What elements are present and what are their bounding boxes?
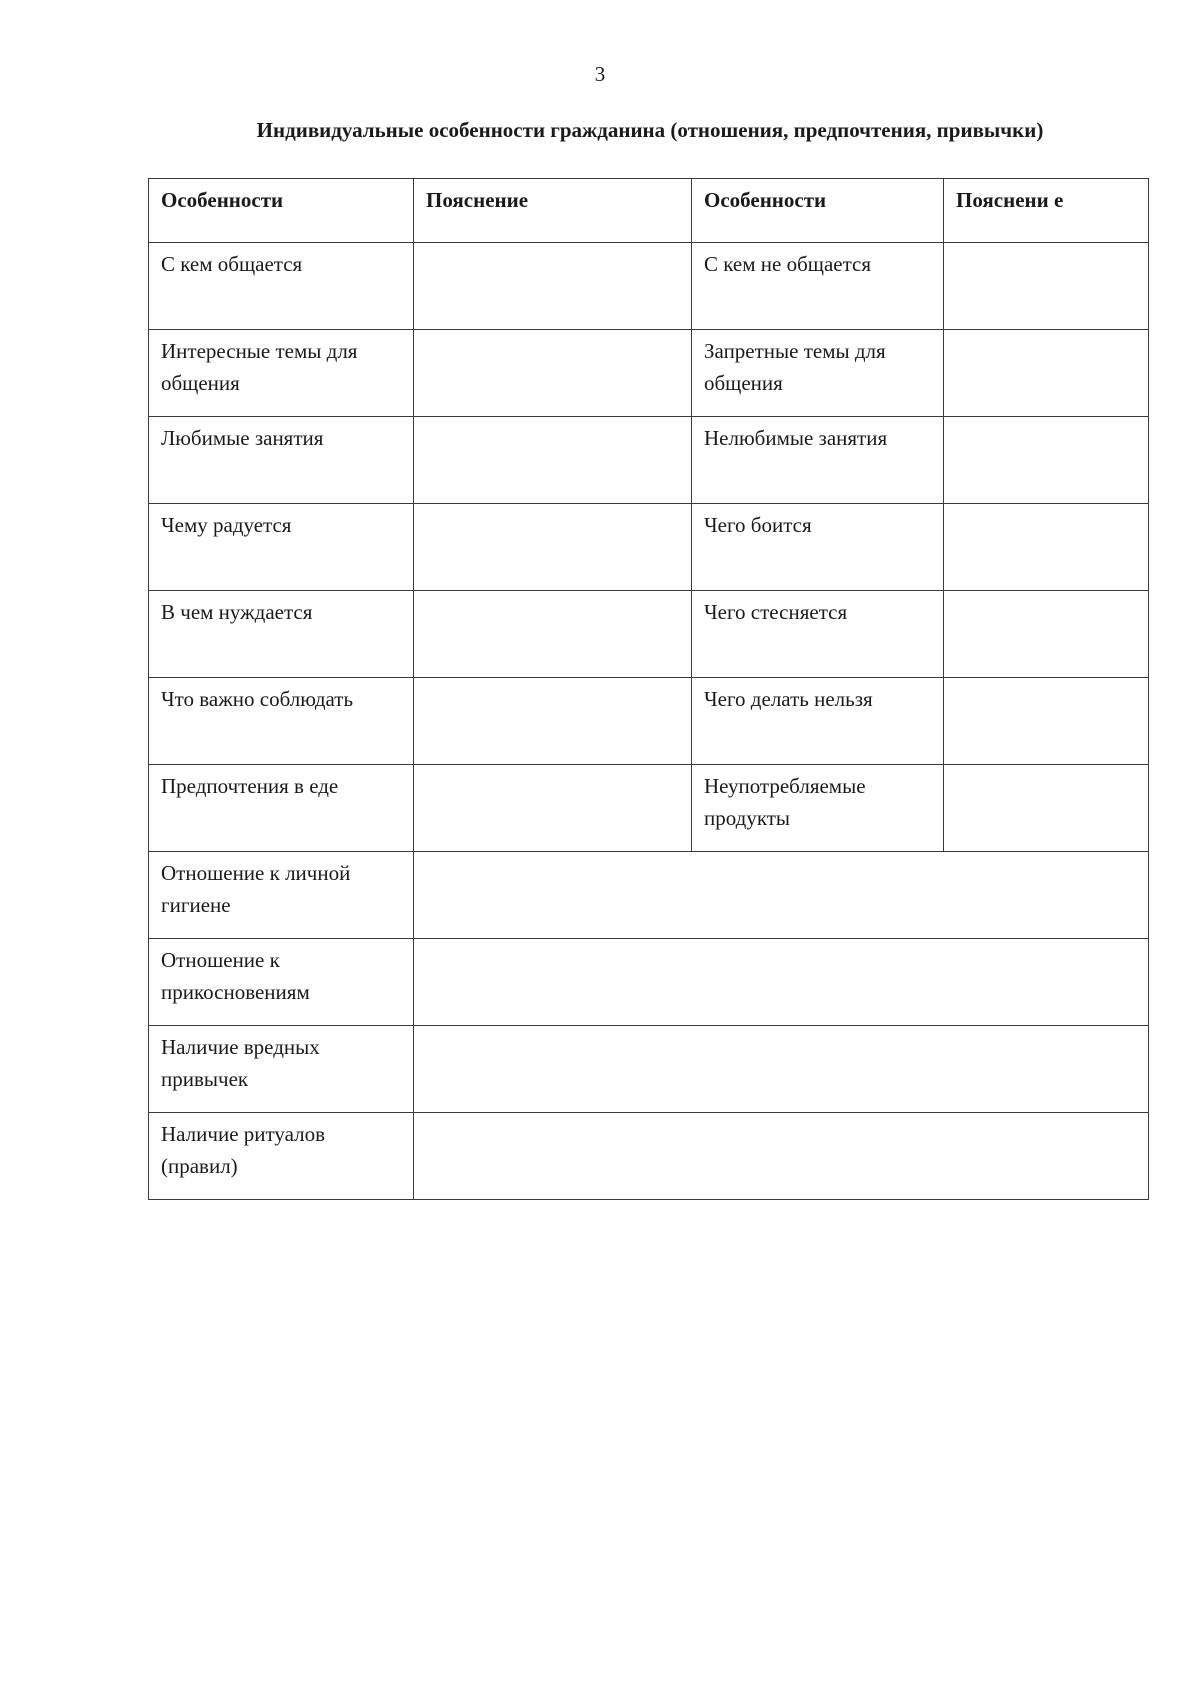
- feature-label: Отношение к прикосновениям: [149, 939, 414, 1026]
- table-row: [149, 1026, 1149, 1113]
- features-table: [148, 178, 1149, 1200]
- feature-label: Предпочтения в еде: [149, 765, 414, 852]
- explanation-cell[interactable]: [414, 765, 692, 852]
- explanation-cell-wide[interactable]: [414, 939, 1149, 1026]
- feature-label: Наличие вредных привычек: [149, 1026, 414, 1113]
- header-features-left: Особенности: [149, 179, 414, 243]
- feature-label: Наличие ритуалов (правил): [149, 1113, 414, 1200]
- feature-label: Отношение к личной гигиене: [149, 852, 414, 939]
- feature-label: Интересные темы для общения: [149, 330, 414, 417]
- table-row: [149, 504, 1149, 591]
- feature-label: Запретные темы для общения: [692, 330, 944, 417]
- feature-label: Нелюбимые занятия: [692, 417, 944, 504]
- feature-label: Чему радуется: [149, 504, 414, 591]
- feature-label: Чего стесняется: [692, 591, 944, 678]
- explanation-cell[interactable]: [944, 591, 1149, 678]
- feature-label: В чем нуждается: [149, 591, 414, 678]
- feature-label: С кем не общается: [692, 243, 944, 330]
- feature-label: Неупотребляемые продукты: [692, 765, 944, 852]
- explanation-cell[interactable]: [944, 678, 1149, 765]
- table-row: [149, 330, 1149, 417]
- feature-label: С кем общается: [149, 243, 414, 330]
- explanation-cell[interactable]: [414, 591, 692, 678]
- explanation-cell-wide[interactable]: [414, 852, 1149, 939]
- table-row: [149, 765, 1149, 852]
- header-explanation-left: Пояснение: [414, 179, 692, 243]
- table-row: [149, 1113, 1149, 1200]
- explanation-cell[interactable]: [944, 504, 1149, 591]
- explanation-cell[interactable]: [944, 765, 1149, 852]
- page-title: Индивидуальные особенности гражданина (отношения, предпочтения, привычки): [256, 118, 1044, 142]
- table-row: [149, 417, 1149, 504]
- table-row: [149, 243, 1149, 330]
- explanation-cell[interactable]: [414, 678, 692, 765]
- explanation-cell[interactable]: [414, 330, 692, 417]
- explanation-cell[interactable]: [414, 243, 692, 330]
- explanation-cell-wide[interactable]: [414, 1026, 1149, 1113]
- explanation-cell[interactable]: [944, 330, 1149, 417]
- feature-label: Чего делать нельзя: [692, 678, 944, 765]
- explanation-cell[interactable]: [414, 417, 692, 504]
- explanation-cell[interactable]: [944, 417, 1149, 504]
- table-header-row: [149, 179, 1149, 243]
- feature-label: Любимые занятия: [149, 417, 414, 504]
- table-row: [149, 939, 1149, 1026]
- table-row: [149, 852, 1149, 939]
- table-row: [149, 678, 1149, 765]
- explanation-cell-wide[interactable]: [414, 1113, 1149, 1200]
- feature-label: Чего боится: [692, 504, 944, 591]
- table-row: [149, 591, 1149, 678]
- header-explanation-right: Пояснени е: [944, 179, 1149, 243]
- page-number: 3: [594, 62, 606, 86]
- feature-label: Что важно соблюдать: [149, 678, 414, 765]
- explanation-cell[interactable]: [944, 243, 1149, 330]
- header-features-right: Особенности: [692, 179, 944, 243]
- explanation-cell[interactable]: [414, 504, 692, 591]
